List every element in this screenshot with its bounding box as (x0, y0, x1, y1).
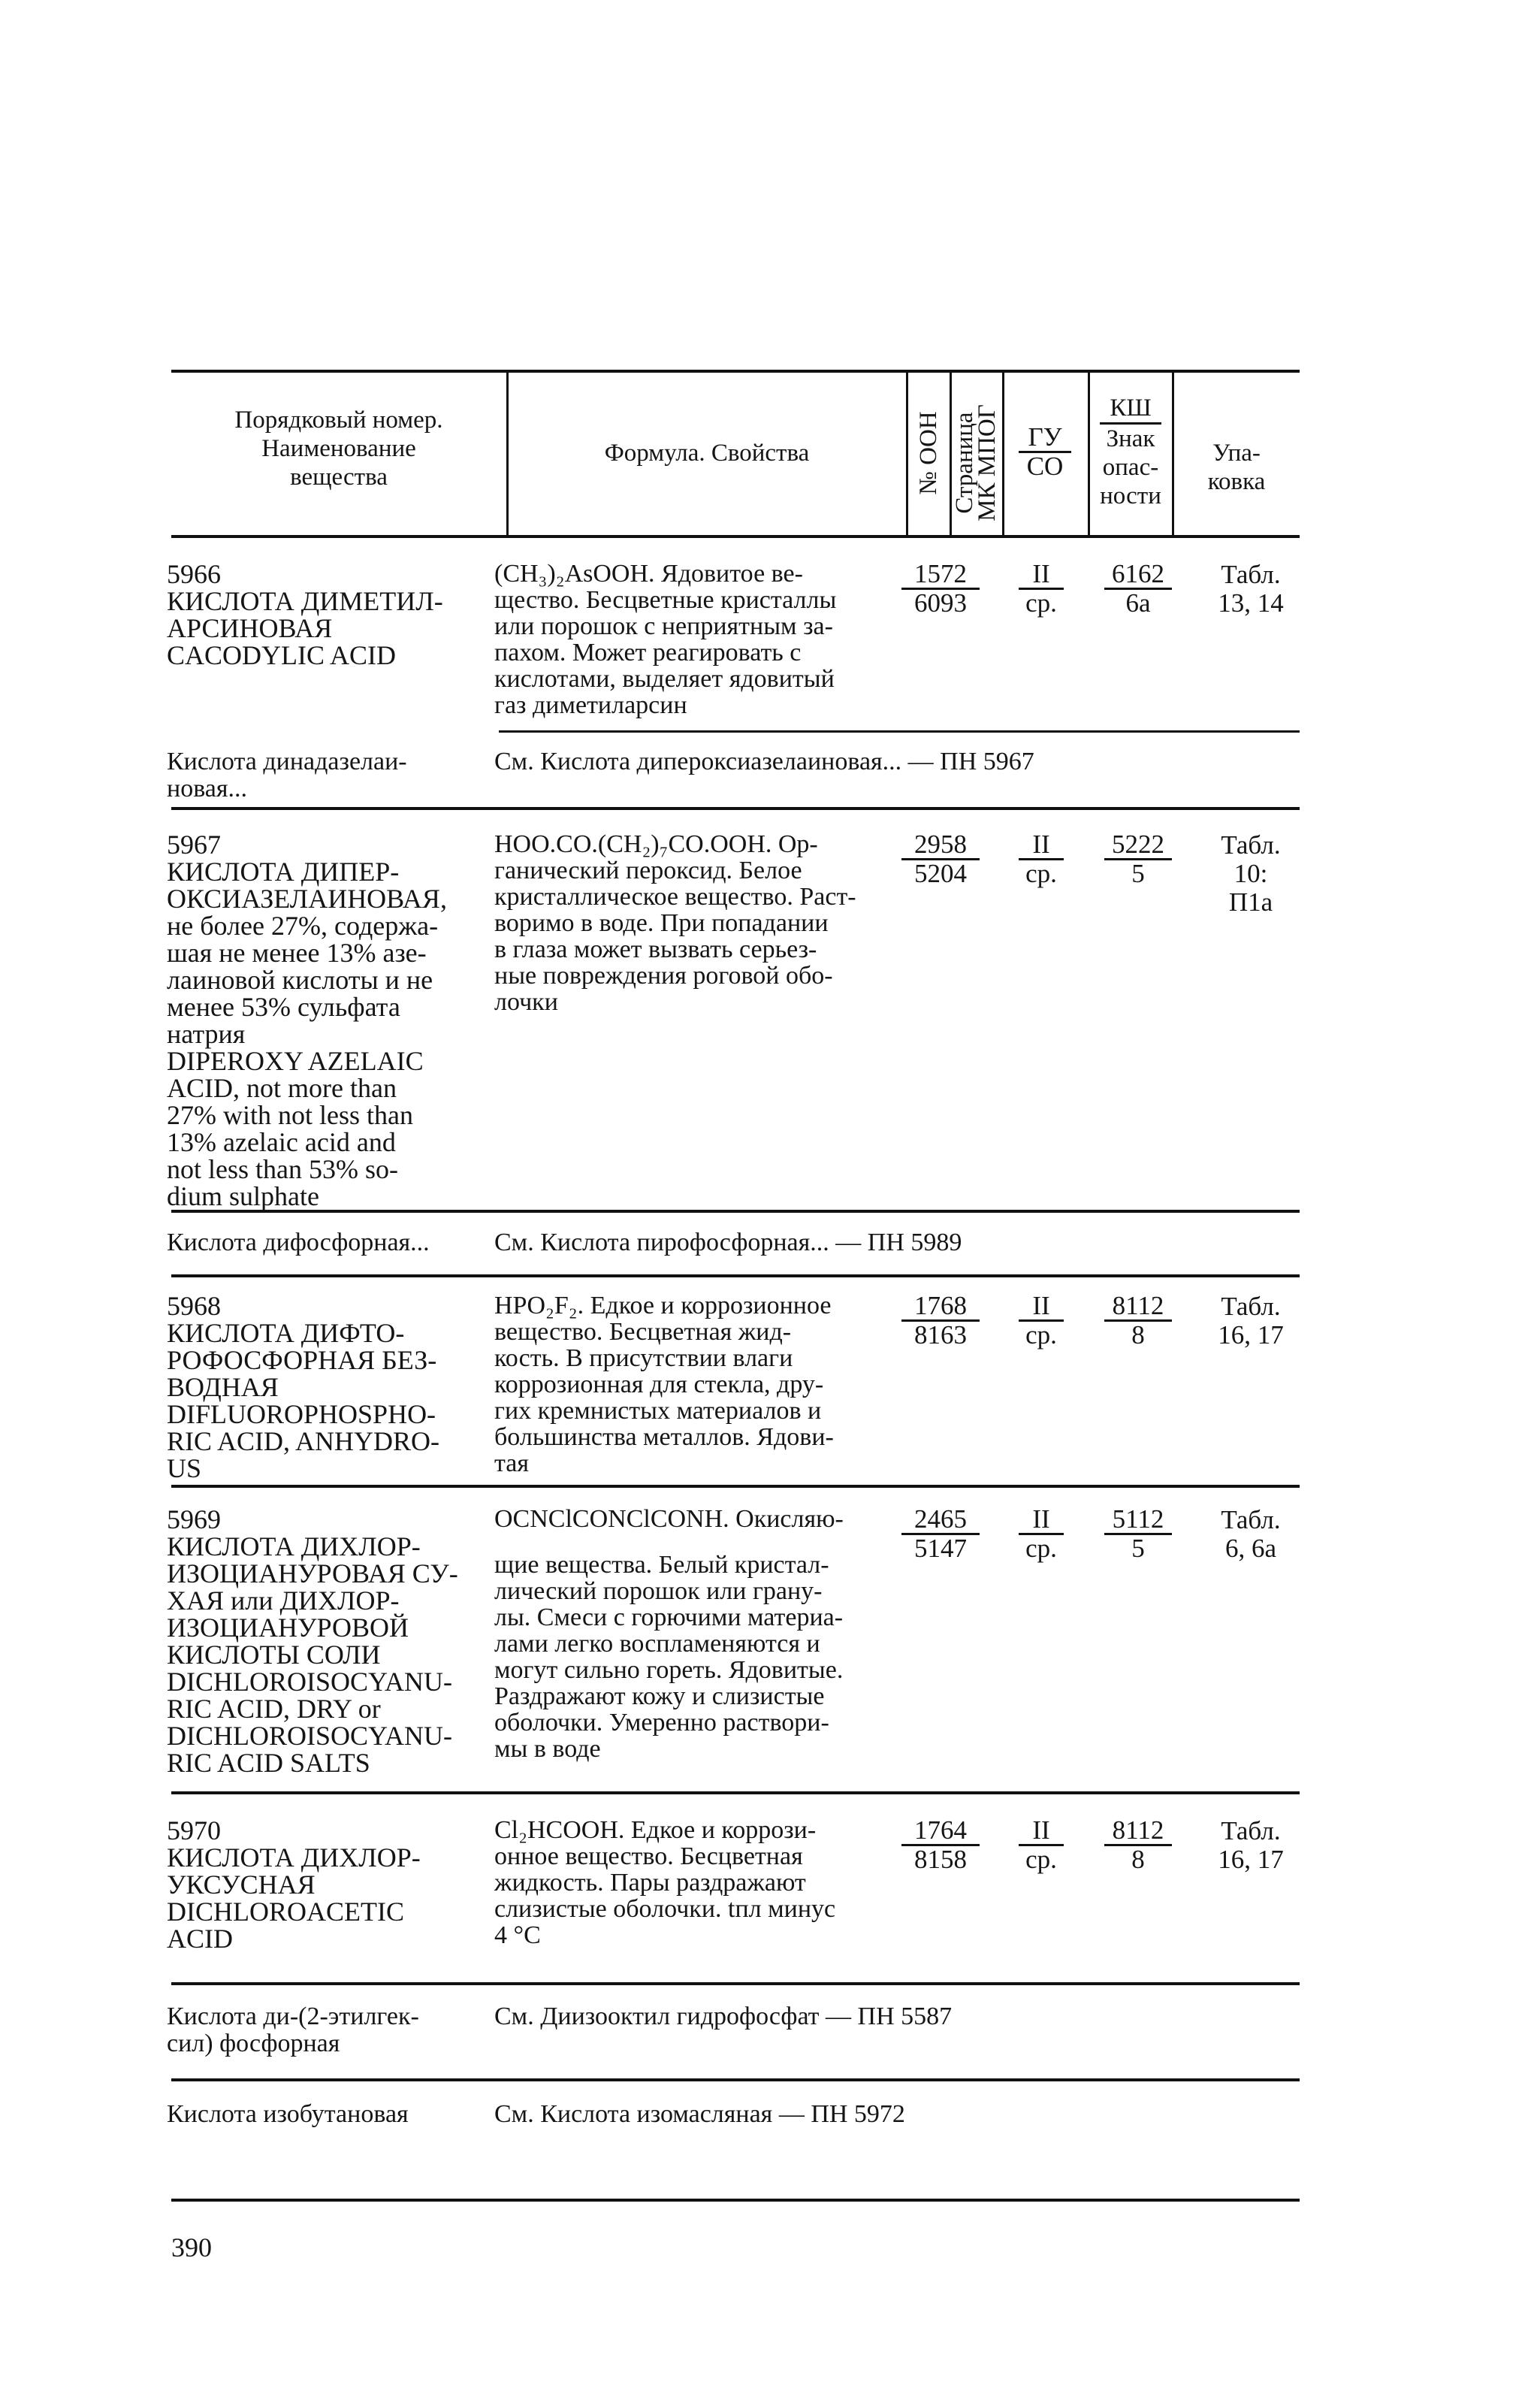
ref-text: См. Диизооктил гидрофосфат — ПН 5587 (494, 2002, 953, 2030)
desc-line: OCNClCONClCONH. Окисляю- (494, 1505, 844, 1533)
ksh-sign-fraction (1104, 1292, 1172, 1349)
desc-line: онное вещество. Бесцветная (494, 1842, 803, 1870)
pack-line: 10: (1234, 859, 1268, 888)
header-pack-line2: ковка (1207, 468, 1266, 495)
table-bottom-rule (171, 2199, 1300, 2202)
desc-line: кость. В присутствии влаги (494, 1344, 793, 1372)
entry-name-line: не более 27%, содержа- (167, 911, 439, 941)
sign-value: 5 (1131, 1534, 1145, 1563)
so-value: ср. (1025, 1845, 1057, 1874)
header-gu-so (1019, 424, 1071, 480)
ref-separator (171, 1274, 1300, 1277)
entry-name-line: КИСЛОТА ДИХЛОР- (167, 1531, 421, 1561)
table-top-rule (171, 370, 1300, 373)
entry-name-line: менее 53% сульфата (167, 992, 400, 1022)
gu-so-fraction (1019, 1506, 1064, 1562)
ksh-sign-fraction (1104, 1817, 1172, 1873)
pack-line: 13, 14 (1218, 588, 1284, 618)
entry-name-line: ИЗОЦИАНУРОВОЙ (167, 1613, 409, 1643)
desc-line: HOO.CO.(CH₂)₇CO.OOH. Ор- (494, 830, 818, 858)
mk-page: 5204 (914, 859, 967, 888)
header-name-line: Наименование (261, 435, 416, 462)
entry-description (494, 831, 900, 1015)
gu-so-fraction (1019, 1292, 1064, 1349)
header-danger-line: опас- (1102, 454, 1159, 481)
entry-name-line: ВОДНАЯ (167, 1372, 279, 1402)
ref-name-line: Кислота динадазелаи- (167, 748, 407, 775)
entry-name-line: лаиновой кислоты и не (167, 965, 433, 995)
entry-name-line: US (167, 1453, 202, 1483)
entry-name (167, 831, 490, 1210)
ksh-sign-fraction (1104, 561, 1172, 617)
pack-line: Табл. (1221, 1292, 1281, 1321)
ref-name-line: Кислота изобутановая (167, 2100, 409, 2128)
desc-line: в глаза может вызвать серьез- (494, 935, 817, 963)
header-formula: Формула. Свойства (604, 440, 810, 467)
header-gu: ГУ (1019, 424, 1071, 453)
un-number: 2958 (901, 831, 980, 860)
header-divider-2 (906, 371, 908, 535)
so-value: ср. (1025, 1534, 1057, 1563)
desc-line: кристаллическое вещество. Раст- (494, 883, 856, 911)
gu-value: II (1019, 831, 1064, 860)
desc-line: лы. Смеси с горючими материа- (494, 1603, 844, 1631)
gu-value: II (1019, 561, 1064, 590)
gu-so-fraction (1019, 831, 1064, 887)
un-number: 1764 (901, 1817, 980, 1846)
pack-line: П1а (1228, 887, 1273, 917)
un-number: 2465 (901, 1506, 980, 1535)
header-mk-line: МК МПОГ (974, 404, 1001, 521)
entry-separator (499, 730, 1300, 733)
entry-name (167, 561, 490, 669)
gu-value: II (1019, 1506, 1064, 1535)
ref-name-line: Кислота дифосфорная... (167, 1229, 430, 1256)
entry-name-line: 13% azelaic acid and (167, 1127, 396, 1157)
header-divider-4 (1002, 371, 1004, 535)
desc-line: коррозионная для стекла, дру- (494, 1371, 824, 1398)
header-bottom-rule (171, 535, 1300, 538)
ksh-value: 8112 (1104, 1292, 1172, 1322)
entry-name-line: КИСЛОТА ДИХЛОР- (167, 1842, 421, 1873)
entry-name-line: ХАЯ или ДИХЛОР- (167, 1585, 400, 1616)
entry-number: 5966 (167, 559, 221, 589)
desc-line: лический порошок или грану- (494, 1577, 823, 1605)
entry-number: 5970 (167, 1815, 221, 1845)
gu-value: II (1019, 1817, 1064, 1846)
ksh-value: 6162 (1104, 561, 1172, 590)
desc-line: оболочки. Умеренно раствори- (494, 1709, 829, 1736)
header-order-name (171, 406, 506, 491)
so-value: ср. (1025, 859, 1057, 888)
desc-line: HPO₂F₂. Едкое и коррозионное (494, 1292, 832, 1319)
ref-name-line: Кислота ди-(2-этилгек- (167, 2002, 419, 2030)
packaging (1202, 561, 1300, 618)
entry-name-line: not less than 53% so- (167, 1154, 398, 1184)
desc-line: Cl₂HCOOH. Едкое и коррози- (494, 1816, 817, 1844)
entry-separator (171, 1982, 1300, 1985)
entry-name-line: КИСЛОТЫ СОЛИ (167, 1640, 381, 1670)
entry-name-line: ОКСИАЗЕЛАИНОВАЯ, (167, 884, 447, 914)
entry-name-line: DICHLOROISOCYANU- (167, 1667, 453, 1697)
gu-so-fraction (1019, 561, 1064, 617)
entry-name-line: RIC ACID SALTS (167, 1748, 370, 1778)
header-danger-line2: ности (1100, 482, 1161, 509)
entry-description (494, 1292, 900, 1477)
entry-description (494, 1817, 900, 1948)
mk-page: 8158 (914, 1845, 967, 1874)
desc-line: вещество. Бесцветная жид- (494, 1318, 792, 1346)
sign-value: 8 (1131, 1320, 1145, 1350)
packaging (1202, 1817, 1300, 1874)
entry-name-line: КИСЛОТА ДИФТО- (167, 1318, 405, 1348)
header-pack-line: Упа- (1212, 440, 1261, 467)
desc-line: гих кремнистых материалов и (494, 1397, 822, 1425)
entry-name-line: УКСУСНАЯ (167, 1869, 316, 1900)
un-number: 1572 (901, 561, 980, 590)
packaging (1202, 1292, 1300, 1350)
mk-page: 8163 (914, 1320, 967, 1350)
entry-name-line: РОФОСФОРНАЯ БЕЗ- (167, 1345, 437, 1375)
entry-name (167, 1817, 490, 1952)
desc-line: газ диметиларсин (494, 691, 687, 719)
ref-separator (171, 807, 1300, 810)
desc-line: могут сильно гореть. Ядовитые. (494, 1656, 844, 1684)
ksh-sign-fraction (1104, 1506, 1172, 1562)
ref-name (167, 2101, 490, 2128)
pack-line: 16, 17 (1218, 1845, 1284, 1874)
entry-name-line: DICHLOROISOCYANU- (167, 1721, 453, 1751)
header-so: СО (1026, 452, 1064, 481)
ref-text: См. Кислота дипероксиазелаиновая... — ПН 5967 (494, 748, 1034, 775)
ref-text: См. Кислота пирофосфорная... — ПН 5989 (494, 1229, 962, 1256)
ref-text: См. Кислота изомасляная — ПН 5972 (494, 2100, 905, 2128)
pack-line: Табл. (1221, 830, 1281, 860)
entry-number: 5969 (167, 1504, 221, 1534)
entry-name-line: натрия (167, 1019, 246, 1049)
so-value: ср. (1025, 588, 1057, 618)
entry-name-line: 27% with not less than (167, 1100, 413, 1130)
entry-name-line: dium sulphate (167, 1181, 319, 1211)
header-ksh: КШ (1100, 394, 1161, 425)
entry-name-line: ИЗОЦИАНУРОВАЯ СУ- (167, 1558, 458, 1588)
header-substance-line: вещества (290, 464, 388, 491)
desc-line: пахом. Может реагировать с (494, 639, 802, 666)
desc-line: (CH₃)₂AsOOH. Ядовитое ве- (494, 560, 803, 588)
entry-name (167, 1292, 490, 1482)
desc-line: тая (494, 1449, 530, 1477)
desc-line: жидкость. Пары раздражают (494, 1869, 806, 1897)
desc-line: слизистые оболочки. tпл минус (494, 1895, 836, 1923)
packaging (1202, 1506, 1300, 1563)
ksh-value: 5222 (1104, 831, 1172, 860)
sign-value: 8 (1131, 1845, 1145, 1874)
entry-name-line: КИСЛОТА ДИМЕТИЛ- (167, 586, 443, 616)
ref-name (167, 748, 490, 803)
pack-line: Табл. (1221, 560, 1281, 589)
ref-name-line: сил) фосфорная (167, 2030, 340, 2057)
entry-name-line: ACID, not more than (167, 1073, 397, 1103)
entry-name-line: АРСИНОВАЯ (167, 613, 333, 643)
header-order-line: Порядковый номер. (234, 407, 443, 434)
un-page-fraction (901, 1292, 980, 1349)
ref-name (167, 1229, 490, 1256)
header-packaging (1173, 439, 1300, 496)
entry-name-line: DIFLUOROPHOSPHO- (167, 1399, 436, 1429)
entry-name-line: шая не менее 13% азе- (167, 938, 427, 968)
mk-page: 5147 (914, 1534, 967, 1563)
entry-name-line: ACID (167, 1924, 233, 1954)
desc-line: лами легко воспламеняются и (494, 1630, 820, 1658)
desc-line: щество. Бесцветные кристаллы (494, 586, 837, 614)
desc-line: 4 °C (494, 1921, 541, 1949)
desc-line: большинства металлов. Ядови- (494, 1423, 834, 1451)
sign-value: 6a (1125, 588, 1151, 618)
ref-name-line: новая... (167, 775, 248, 803)
desc-line: лочки (494, 988, 558, 1016)
gu-value: II (1019, 1292, 1064, 1322)
un-number: 1768 (901, 1292, 980, 1322)
entry-name-line: CACODYLIC ACID (167, 640, 397, 670)
header-sign-line: Знак (1106, 425, 1155, 452)
ksh-sign-fraction (1104, 831, 1172, 887)
ref-separator (171, 2078, 1300, 2081)
ksh-value: 5112 (1104, 1506, 1172, 1535)
entry-name-line: КИСЛОТА ДИПЕР- (167, 857, 400, 887)
pack-line: Табл. (1221, 1505, 1281, 1534)
sign-value: 5 (1131, 859, 1145, 888)
un-page-fraction (901, 561, 980, 617)
entry-number: 5968 (167, 1291, 221, 1321)
gu-so-fraction (1019, 1817, 1064, 1873)
header-page-mk (951, 388, 1001, 538)
entry-name-line: RIC ACID, DRY or (167, 1694, 381, 1724)
header-un-number: № ООН (915, 411, 942, 495)
entry-description (494, 1506, 900, 1762)
un-page-fraction (901, 831, 980, 887)
header-ksh-sign (1089, 394, 1172, 510)
desc-line: мы в воде (494, 1735, 601, 1763)
desc-line: щие вещества. Белый кристал- (494, 1551, 829, 1579)
un-page-fraction (901, 1506, 980, 1562)
desc-line: кислотами, выделяет ядовитый (494, 665, 835, 693)
pack-line: Табл. (1221, 1816, 1281, 1845)
page-number: 390 (171, 2232, 212, 2262)
entry-separator (171, 1791, 1300, 1794)
ksh-value: 8112 (1104, 1817, 1172, 1846)
desc-line: ганический пероксид. Белое (494, 857, 802, 884)
packaging (1202, 831, 1300, 917)
pack-line: 16, 17 (1218, 1320, 1284, 1350)
pack-line: 6, 6a (1224, 1534, 1277, 1563)
entry-name-line: RIC ACID, ANHYDRO- (167, 1426, 440, 1456)
desc-line: Раздражают кожу и слизистые (494, 1682, 825, 1710)
entry-name (167, 1506, 490, 1776)
desc-line: воримо в воде. При попадании (494, 909, 829, 937)
entry-description (494, 561, 900, 718)
ref-name (167, 2003, 490, 2057)
mk-page: 6093 (914, 588, 967, 618)
entry-separator (171, 1485, 1300, 1488)
desc-line: или порошок с неприятным за- (494, 612, 833, 640)
entry-separator (171, 1210, 1300, 1213)
entry-name-line: DIPEROXY AZELAIC (167, 1046, 424, 1076)
entry-number: 5967 (167, 830, 221, 860)
header-page-line: Страница (951, 412, 978, 514)
un-page-fraction (901, 1817, 980, 1873)
entry-name-line: DICHLOROACETIC (167, 1897, 404, 1927)
desc-line: ные повреждения роговой обо- (494, 962, 833, 990)
so-value: ср. (1025, 1320, 1057, 1350)
